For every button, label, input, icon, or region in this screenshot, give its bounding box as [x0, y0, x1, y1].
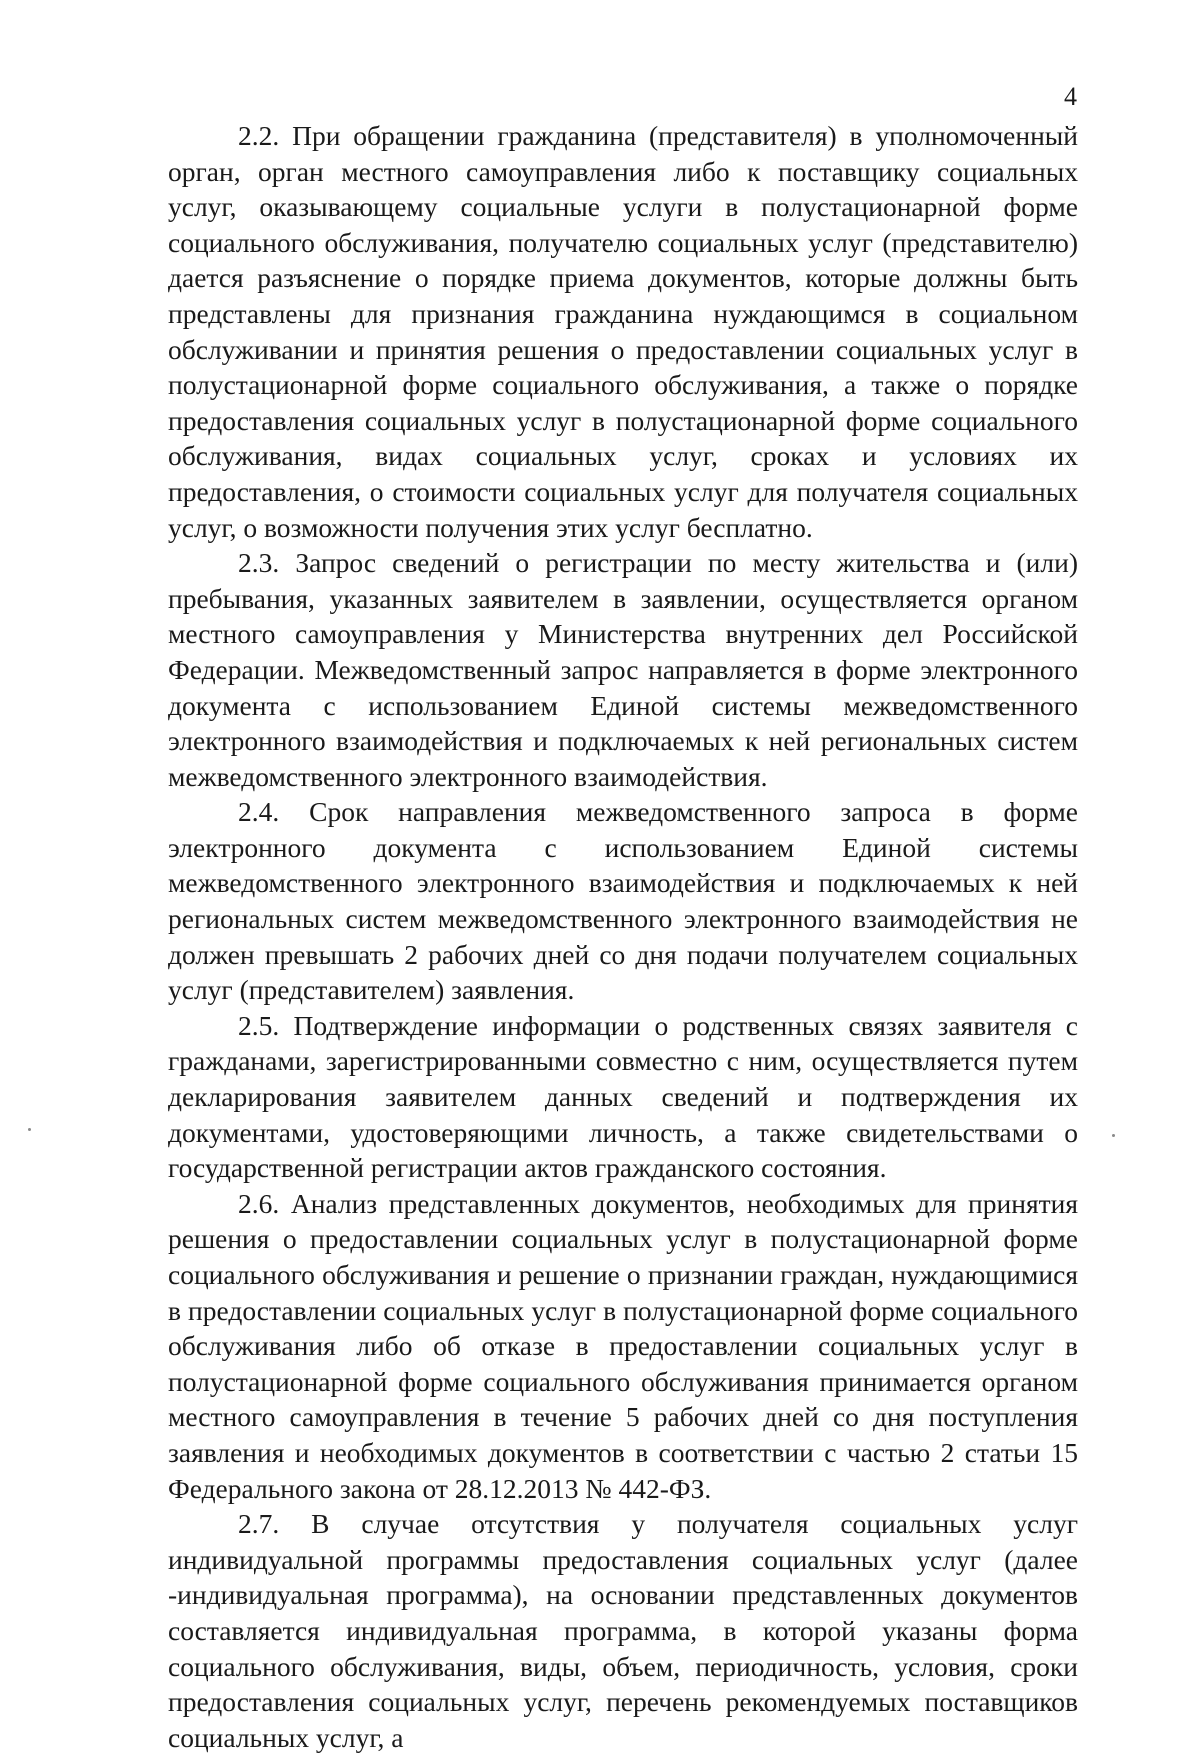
paragraph-2-7: 2.7. В случае отсутствия у получателя социальных услуг индивидуальной программы предоставления социальных услуг (далее -индивидуальная программа), на основании представленных документов составляется индивидуальная программа, в которой указаны форма социального обслуживания, виды, объем, периодичность, условия, сроки предоставления социальных услуг, перечень рекомендуемых поставщиков социальных услуг, а — [168, 1508, 1078, 1753]
scan-speck — [1112, 1134, 1115, 1137]
paragraph-2-2: 2.2. При обращении гражданина (представителя) в уполномоченный орган, орган местного самоуправления либо к поставщику социальных услуг, оказывающему социальные услуги в полустационарной форме социального обслуживания, получателю социальных услуг (представителю) дается разъяснение о порядке приема документов, которые должны быть представлены для признания гражданина нуждающимся в социальном обслуживании и принятия решения о предоставлении социальных услуг в полустационарной форме социального обслуживания, а также о порядке предоставления социальных услуг в полустационарной форме социального обслуживания, видах социальных услуг, сроках и условиях их предоставления, о стоимости социальных услуг для получателя социальных услуг, о возможности получения этих услуг бесплатно. — [168, 120, 1078, 543]
paragraph-2-5: 2.5. Подтверждение информации о родственных связях заявителя с гражданами, зарегистрированными совместно с ним, осуществляется путем декларирования заявителем данных сведений и подтверждения их документами, удостоверяющими личность, а также свидетельствами о государственной регистрации актов гражданского состояния. — [168, 1009, 1078, 1184]
scan-speck — [28, 1128, 31, 1131]
body-text — [168, 118, 1078, 1755]
paragraph-2-4: 2.4. Срок направления межведомственного запроса в форме электронного документа с использованием Единой системы межведомственного электронного взаимодействия и подключаемых к ней региональных систем межведомственного электронного взаимодействия не должен превышать 2 рабочих дней со дня подачи получателем социальных услуг (представителем) заявления. — [168, 796, 1078, 1006]
page-number: 4 — [1064, 82, 1077, 111]
paragraph-2-3: 2.3. Запрос сведений о регистрации по месту жительства и (или) пребывания, указанных заявителем в заявлении, осуществляется органом местного самоуправления у Министерства внутренних дел Российской Федерации. Межведомственный запрос направляется в форме электронного документа с использованием Единой системы межведомственного электронного взаимодействия и подключаемых к ней региональных систем межведомственного электронного взаимодействия. — [168, 547, 1078, 792]
paragraph-2-6: 2.6. Анализ представленных документов, необходимых для принятия решения о предоставлении социальных услуг в полустационарной форме социального обслуживания и решение о признании граждан, нуждающимися в предоставлении социальных услуг в полустационарной форме социального обслуживания либо об отказе в предоставлении социальных услуг в полустационарной форме социального обслуживания принимается органом местного самоуправления в течение 5 рабочих дней со дня поступления заявления и необходимых документов в соответствии с частью 2 статьи 15 Федерального закона от 28.12.2013 № 442-ФЗ. — [168, 1187, 1078, 1504]
